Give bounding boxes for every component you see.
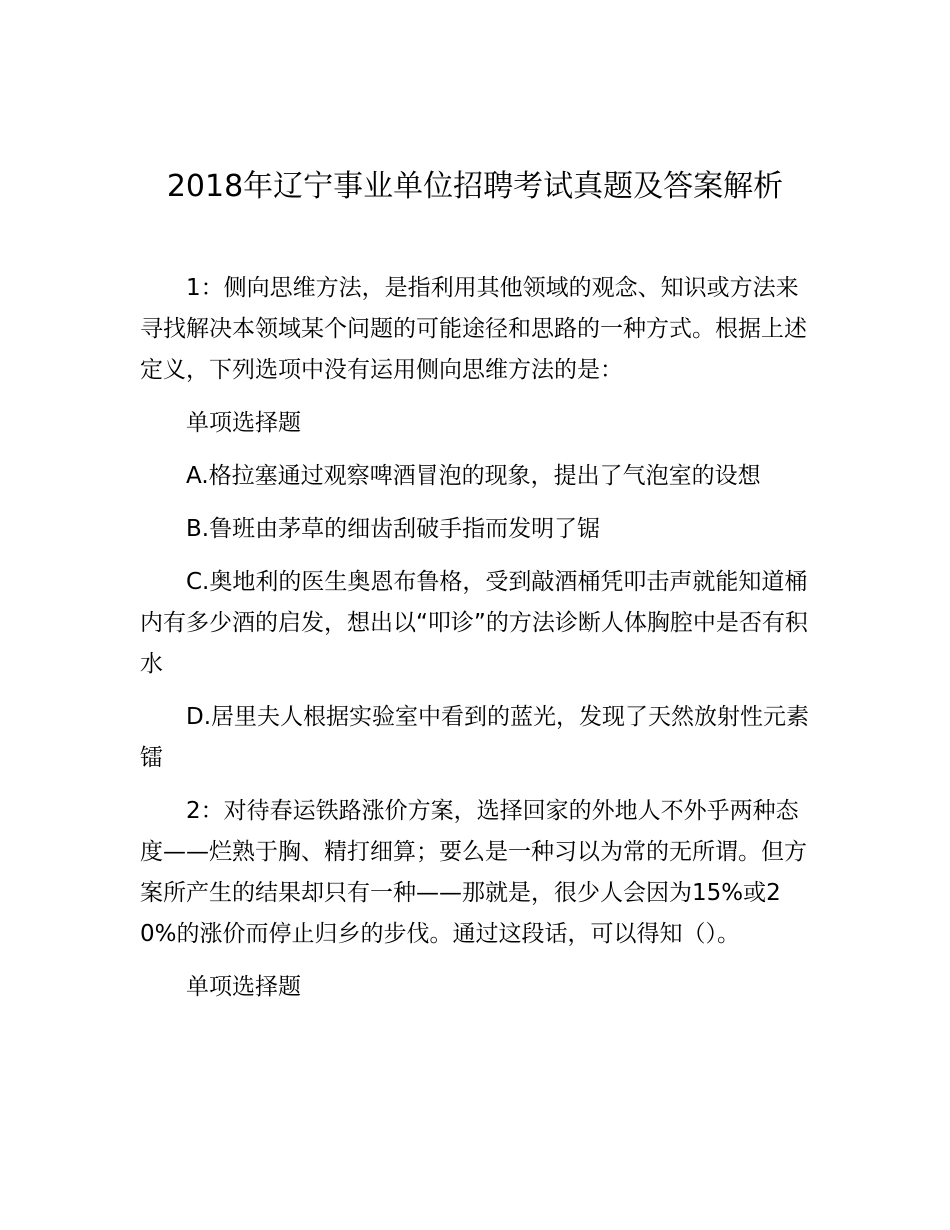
question-1-stem: 1：侧向思维方法，是指利用其他领域的观念、知识或方法来寻找解决本领域某个问题的可能途径和思路的一种方式。根据上述定义，下列选项中没有运用侧向思维方法的是： [140,275,807,383]
question-1-option-a: A.格拉塞通过观察啤酒冒泡的现象，提出了气泡室的设想 [186,463,761,489]
question-1-type: 单项选择题 [186,410,301,436]
document-title: 2018年辽宁事业单位招聘考试真题及答案解析 [166,169,784,204]
question-1-option-b: B.鲁班由茅草的细齿刮破手指而发明了锯 [186,516,601,542]
document-body [140,268,810,1020]
question-1-option-d: D.居里夫人根据实验室中看到的蓝光，发现了天然放射性元素镭 [140,704,810,771]
question-2-type: 单项选择题 [186,974,301,1000]
question-2-stem: 2：对待春运铁路涨价方案，选择回家的外地人不外乎两种态度——烂熟于胸、精打细算；要么是一种习以为常的无所谓。但方案所产生的结果却只有一种——那就是，很少人会因为15%或20%的涨价而停止归乡的步伐。通过这段话，可以得知（）。 [140,798,807,947]
question-1-option-c: C.奥地利的医生奥恩布鲁格，受到敲酒桶凭叩击声就能知道桶内有多少酒的启发，想出以“叩诊”的方法诊断人体胸腔中是否有积水 [140,569,808,677]
